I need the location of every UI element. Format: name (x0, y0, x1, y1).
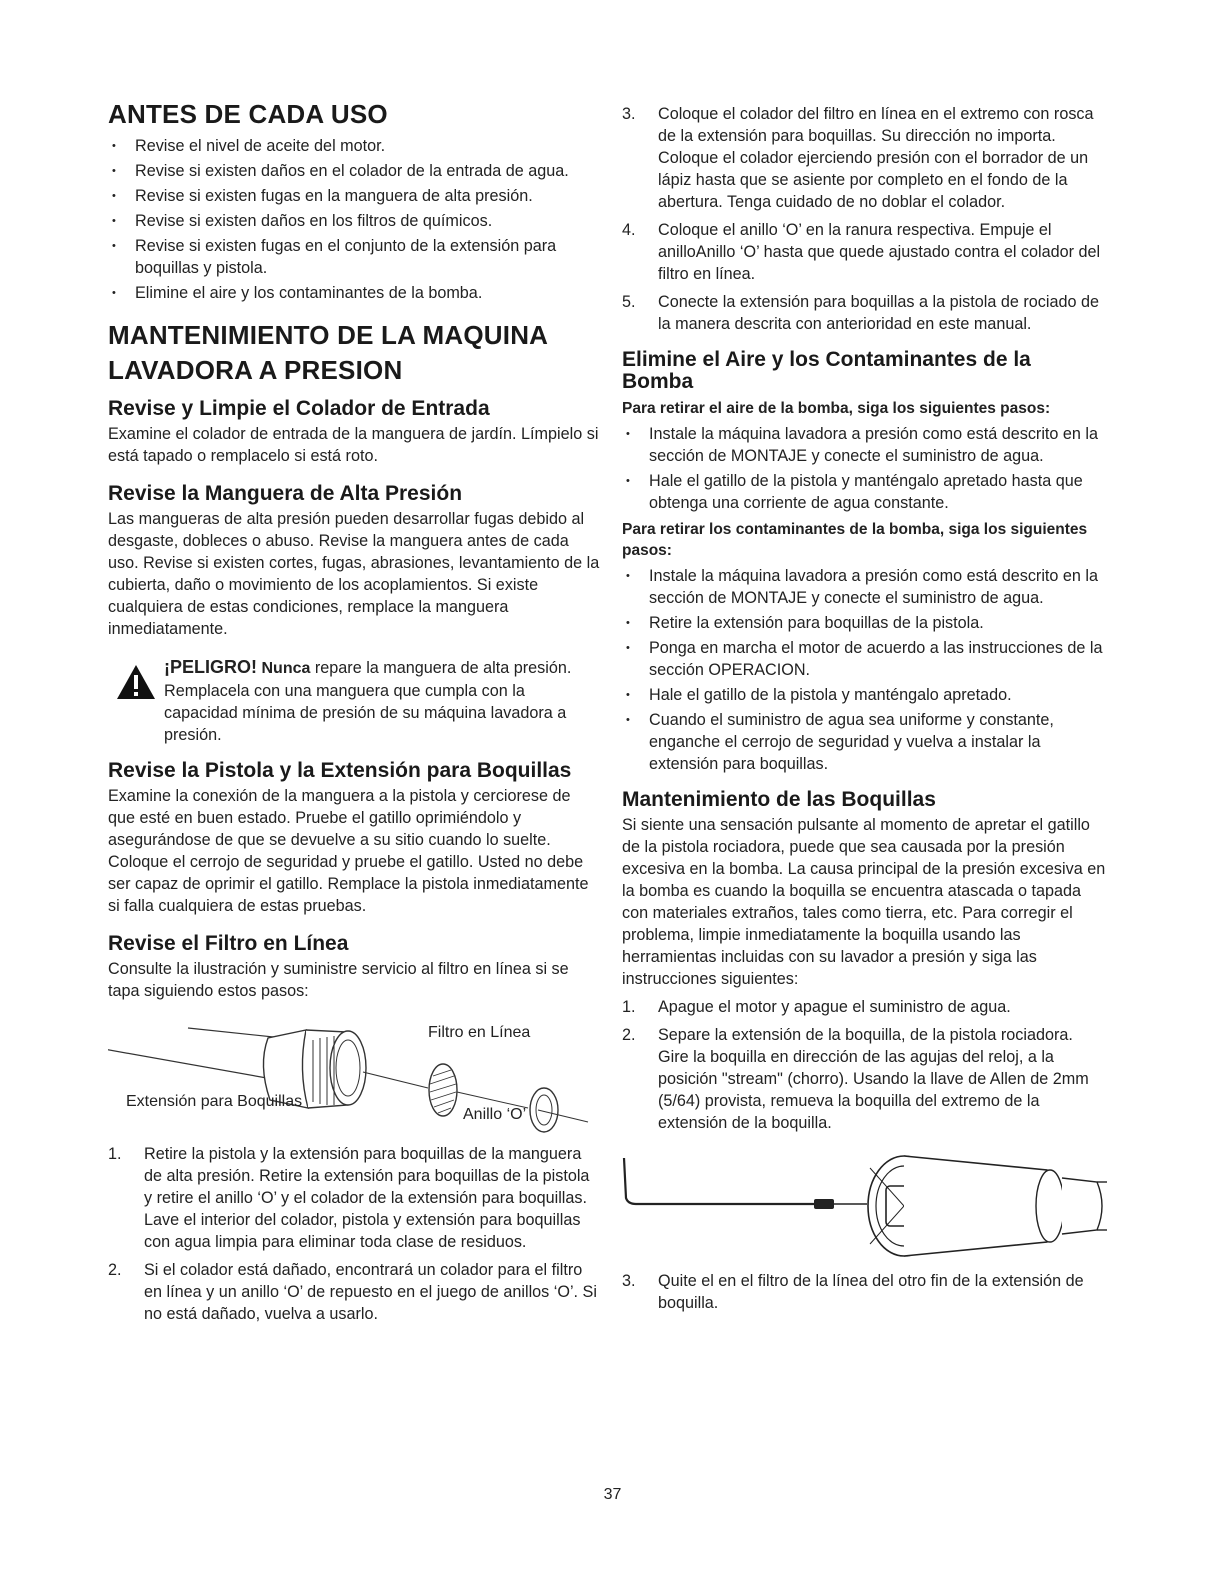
nozzle-figure (622, 1148, 1107, 1258)
filtro-heading: Revise el Filtro en Línea (108, 932, 349, 955)
mantenimiento-heading: MANTENIMIENTO DE LA MAQUINA LAVADORA A PRESION (108, 320, 548, 385)
right-column (622, 103, 1107, 1320)
list-item: • Revise si existen daños en los filtros de químicos. (108, 210, 600, 232)
label-extension: Extensión para Boquillas (126, 1093, 303, 1110)
danger-text: repare la manguera de alta presión. Remplacela con una manguera que cumpla con la capacidad mínima de presión de su máquina lavadora a presión. (164, 659, 572, 744)
contaminantes-subheading: Para retirar los contaminantes de la bomba, siga los siguientes pasos: (622, 521, 1088, 559)
contaminantes-list (622, 565, 1107, 775)
manguera-text: Las mangueras de alta presión pueden desarrollar fugas debido al desgaste, dobleces o abuso. Revise la manguera antes de cada uso. Revise si existen cortes, fugas, abrasiones, levantamiento de la cubierta, daño o movimiento de los acoplamientos. Si existe cualquiera de estas condiciones, remplace la manguera inmediatamente. (108, 510, 600, 638)
list-item: • Revise si existen fugas en la manguera de alta presión. (108, 185, 600, 207)
label-anillo: Anillo ‘O’ (463, 1106, 527, 1123)
nozzle-allen-key-illustration (622, 1148, 1107, 1258)
list-item: • Hale el gatillo de la pistola y manténgalo apretado. (622, 684, 1107, 706)
boquillas-text: Si siente una sensación pulsante al momento de apretar el gatillo de la pistola rociadora, puede que sea causada por la presión excesiva en la bomba. La causa principal de la presión excesiva en la bomba es cuando la boquilla se encuentra atascada o tapada con materiales extraños, tales como tierra, etc. Para corregir el problema, limpie inmediatamente la boquilla usando las herramientas incluidas con su lavador a presión y siga las instrucciones siguientes: (622, 816, 1106, 988)
list-item: • Revise el nivel de aceite del motor. (108, 135, 600, 157)
list-item: 5. Conecte la extensión para boquillas a la pistola de rociado de la manera descrita con anterioridad en este manual. (622, 293, 1099, 333)
danger-paragraph (164, 656, 600, 746)
list-item: • Elimine el aire y los contaminantes de la bomba. (108, 282, 600, 304)
list-item: • Revise si existen fugas en el conjunto de la extensión para boquillas y pistola. (108, 235, 600, 279)
list-item: 3. Quite el en el filtro de la línea del otro fin de la extensión de boquilla. (622, 1272, 1084, 1312)
list-item: • Ponga en marcha el motor de acuerdo a las instrucciones de la sección OPERACION. (622, 637, 1107, 681)
aire-subheading: Para retirar el aire de la bomba, siga los siguientes pasos: (622, 400, 1051, 417)
filtro-steps (108, 1143, 600, 1325)
list-item: • Instale la máquina lavadora a presión como está descrito en la sección de MONTAJE y conecte el suministro de agua. (622, 565, 1107, 609)
warning-triangle-icon (116, 664, 156, 700)
manguera-heading: Revise la Manguera de Alta Presión (108, 482, 463, 505)
colador-text: Examine el colador de entrada de la manguera de jardín. Límpielo si está tapado o remplacelo si está roto. (108, 425, 599, 465)
label-filtro: Filtro en Línea (428, 1024, 531, 1041)
colador-heading: Revise y Limpie el Colador de Entrada (108, 397, 490, 420)
danger-notice (108, 656, 600, 746)
list-item: 1. Retire la pistola y la extensión para boquillas de la manguera de alta presión. Retire la extensión para boquillas de la pistola y retire el anillo ‘O’ y el colador de la extensión para boquillas. Lave el interior del colador, pistola y extensión para boquillas con agua limpia para eliminar toda clase de residuos. (108, 1145, 590, 1251)
aire-list (622, 423, 1107, 514)
boquillas-heading: Mantenimiento de las Boquillas (622, 788, 936, 811)
list-item: 2. Separe la extensión de la boquilla, de la pistola rociadora. Gire la boquilla en dirección de las agujas del reloj, a la posición "stream" (chorro). Usando la llave de Allen de 2mm (5/64) provista, remueva la boquilla del extremo de la extensión de la boquilla. (622, 1026, 1089, 1132)
list-item: 2. Si el colador está dañado, encontrará un colador para el filtro en línea y un anillo ‘O’ de repuesto en el juego de anillos ‘O’. Si no está dañado, vuelva a usarlo. (108, 1261, 597, 1323)
antes-list (108, 135, 600, 304)
filtro-steps-continued (622, 103, 1107, 335)
list-item: • Revise si existen daños en el colador de la entrada de agua. (108, 160, 600, 182)
list-item: 3. Coloque el colador del filtro en línea en el extremo con rosca de la extensión para boquillas. Su dirección no importa. Coloque el colador ejerciendo presión con el borrador de un lápiz hasta que se asiente por completo en el fondo de la abertura. Tenga cuidado de no doblar el colador. (622, 105, 1094, 211)
antes-heading: ANTES DE CADA USO (108, 99, 388, 129)
list-item: 1. Apague el motor y apague el suministro de agua. (622, 998, 1011, 1016)
inline-filter-figure (108, 1010, 600, 1135)
pistola-heading: Revise la Pistola y la Extensión para Boquillas (108, 759, 572, 782)
page-number: 37 (603, 1486, 622, 1503)
danger-word-nunca: Nunca (261, 660, 311, 677)
aire-heading: Elimine el Aire y los Contaminantes de la Bomba (622, 348, 1031, 393)
list-item: 4. Coloque el anillo ‘O’ en la ranura respectiva. Empuje el anilloAnillo ‘O’ hasta que quede ajustado contra el colador del filtro en línea. (622, 221, 1101, 283)
filtro-text: Consulte la ilustración y suministre servicio al filtro en línea si se tapa siguiendo estos pasos: (108, 960, 569, 1000)
list-item: • Hale el gatillo de la pistola y manténgalo apretado hasta que obtenga una corriente de agua constante. (622, 470, 1107, 514)
list-item: • Instale la máquina lavadora a presión como está descrito en la sección de MONTAJE y conecte el suministro de agua. (622, 423, 1107, 467)
left-column (108, 98, 600, 1331)
pistola-text: Examine la conexión de la manguera a la pistola y cerciorese de que esté en buen estado. Pruebe el gatillo oprimiéndolo y asegurándose de que se devuelve a su sitio cuando lo suelte. Coloque el cerrojo de seguridad y pruebe el gatillo. Usted no debe ser capaz de oprimir el gatillo. Remplace la pistola inmediatamente si falla cualquiera de estas pruebas. (108, 787, 589, 915)
danger-word: ¡PELIGRO! (164, 657, 257, 677)
list-item: • Retire la extensión para boquillas de la pistola. (622, 612, 1107, 634)
boquillas-steps-continued (622, 1270, 1107, 1314)
boquillas-steps (622, 996, 1107, 1134)
list-item: • Cuando el suministro de agua sea uniforme y constante, enganche el cerrojo de seguridad y vuelva a instalar la extensión para boquillas. (622, 709, 1107, 775)
